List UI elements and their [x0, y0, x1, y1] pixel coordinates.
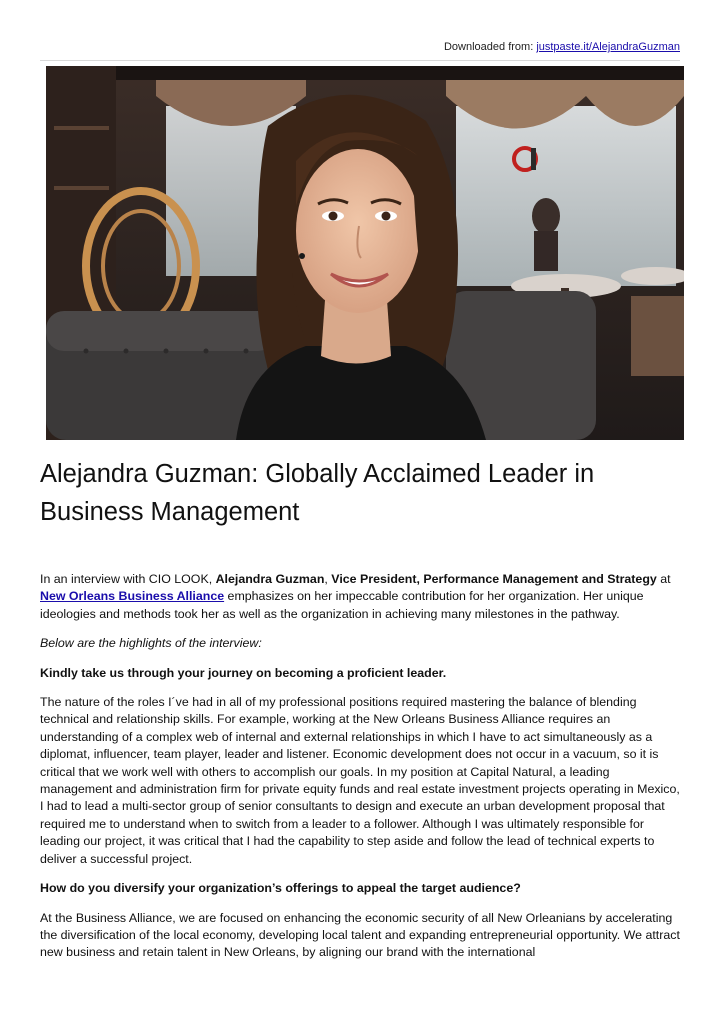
- answer-2: At the Business Alliance, we are focused on enhancing the economic security of all New Orleanians by accelerating the diversification of the local economy, developing local talent and expanding entrepreneurial opportunity. We attract new business and retain talent in New Orleans, by aligning our brand with the international: [40, 910, 680, 960]
- intro-rest: emphasizes on her impeccable contribution for her organization. Her unique ideologies and methods took her as well as the organization in achieving many milestones in the pathway.: [40, 589, 644, 621]
- question-1: Kindly take us through your journey on becoming a proficient leader.: [40, 665, 447, 680]
- highlights-note: Below are the highlights of the interview:: [40, 636, 262, 651]
- person-role: Vice President, Performance Management and Strategy: [331, 572, 657, 586]
- header-divider: [40, 60, 680, 61]
- org-link[interactable]: New Orleans Business Alliance: [40, 589, 225, 604]
- person-name: Alejandra Guzman: [215, 572, 325, 586]
- portrait-photo: [46, 66, 684, 440]
- intro-at: at: [656, 572, 671, 586]
- intro-paragraph: [40, 571, 684, 623]
- intro-text: In an interview with CIO LOOK,: [40, 572, 216, 586]
- article-title: Alejandra Guzman: Globally Acclaimed Leader in Business Management: [40, 460, 595, 526]
- article-body: [40, 571, 684, 974]
- question-2: How do you diversify your organization’s offerings to appeal the target audience?: [40, 881, 521, 896]
- source-link[interactable]: justpaste.it/AlejandraGuzman: [536, 41, 680, 53]
- answer-1: The nature of the roles I´ve had in all of my professional positions required mastering the balance of blending technical and relationship skills. For example, working at the New Orleans Business Alliance requires an understanding of a complex web of internal and external relationships in which I have to act simultaneously as a diplomat, influencer, team player, leader and listener. Economic development does not occur in a vacuum, so it is critical that we work well with others to accomplish our goals. In my position at Capital Natural, a leading management and administration firm for private equity funds and real estate investment projects operating in Mexico, I had to lead a multi-sector group of senior consultants to design and execute an urban development proposal that required me to understand when to switch from a leader to a follower. Although I was ultimately responsible for leading our project, it was critical that I had the capability to step aside and follow the lead of technical experts to deliver a successful project.: [40, 695, 680, 866]
- source-line: [444, 41, 680, 53]
- source-prefix: Downloaded from:: [443, 41, 537, 53]
- intro-separator: ,: [324, 572, 332, 586]
